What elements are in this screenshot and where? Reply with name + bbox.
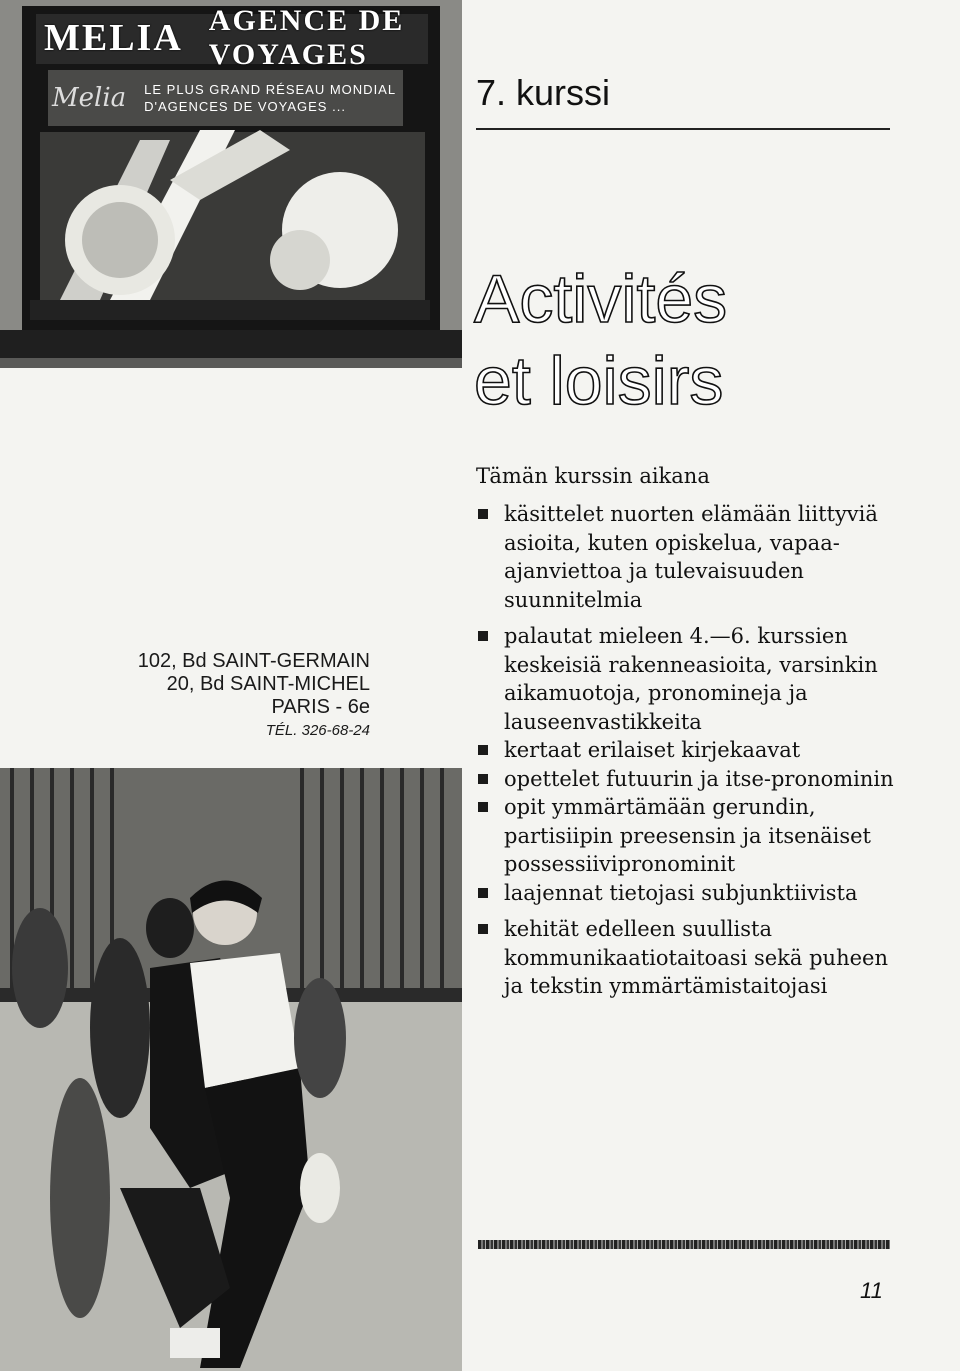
square-bullet-icon (478, 802, 488, 812)
decorative-strip (478, 1240, 890, 1249)
chapter-title-line: et loisirs (474, 343, 724, 419)
goals-intro: Tämän kurssin aikana (476, 464, 710, 488)
goal-text: opettelet futuurin ja itse-pronominin (504, 766, 894, 791)
goal-item (476, 736, 896, 765)
goal-item (476, 765, 896, 794)
sign-agency: AGENCE DE VOYAGES (208, 4, 405, 71)
header-rule (476, 128, 890, 130)
square-bullet-icon (478, 774, 488, 784)
course-number: 7. kurssi (476, 72, 611, 113)
sign-tagline (144, 81, 396, 115)
sign-brand: MELIA (44, 17, 183, 59)
chapter-title-line: Activités (474, 261, 728, 337)
runners-photo-image (0, 768, 462, 1371)
goal-text: kehität edelleen suullista kommunikaatiotaitoasi sekä puheen ja tekstin ymmärtämistaitojasi (504, 917, 888, 998)
runners-photo (0, 768, 462, 1371)
address-phone: TÉL. 326-68-24 (265, 722, 370, 739)
address-line: PARIS - 6e (271, 696, 370, 718)
square-bullet-icon (478, 631, 488, 641)
goals-list (476, 500, 896, 1001)
sign-script-logo: Melia (52, 83, 127, 113)
goal-text: kertaat erilaiset kirjekaavat (504, 738, 801, 762)
goal-item (476, 622, 896, 736)
goal-item (476, 793, 896, 879)
square-bullet-icon (478, 745, 488, 755)
goal-item (476, 915, 896, 1001)
goal-text: opit ymmärtämään gerundin, partisiipin preesensin ja itsenäiset possessiivipronominit (504, 795, 871, 876)
goal-item (476, 879, 896, 908)
square-bullet-icon (478, 888, 488, 898)
storefront-photo (0, 0, 462, 368)
sign-tagline-line: D'AGENCES DE VOYAGES ... (144, 99, 346, 114)
address-line: 102, Bd SAINT-GERMAIN (137, 650, 370, 672)
sign-tagline-line: LE PLUS GRAND RÉSEAU MONDIAL (144, 82, 397, 97)
storefront-sign (40, 4, 429, 71)
square-bullet-icon (478, 509, 488, 519)
address-line: 20, Bd SAINT-MICHEL (166, 673, 370, 695)
chapter-title (474, 258, 727, 422)
goal-text: laajennat tietojasi subjunktiivista (504, 880, 858, 905)
agency-address (120, 650, 370, 742)
page-number: 11 (860, 1278, 883, 1303)
goal-item (476, 500, 896, 614)
goal-text: käsittelet nuorten elämään liittyviä asioita, kuten opiskelua, vapaa-ajanviettoa ja tulevaisuuden suunnitelmia (504, 502, 878, 612)
goal-text: palautat mieleen 4.—6. kurssien keskeisiä rakenneasioita, varsinkin aikamuotoja, pronomineja ja lauseenvastikkeita (504, 624, 878, 734)
storefront-subsign (52, 73, 397, 123)
square-bullet-icon (478, 924, 488, 934)
